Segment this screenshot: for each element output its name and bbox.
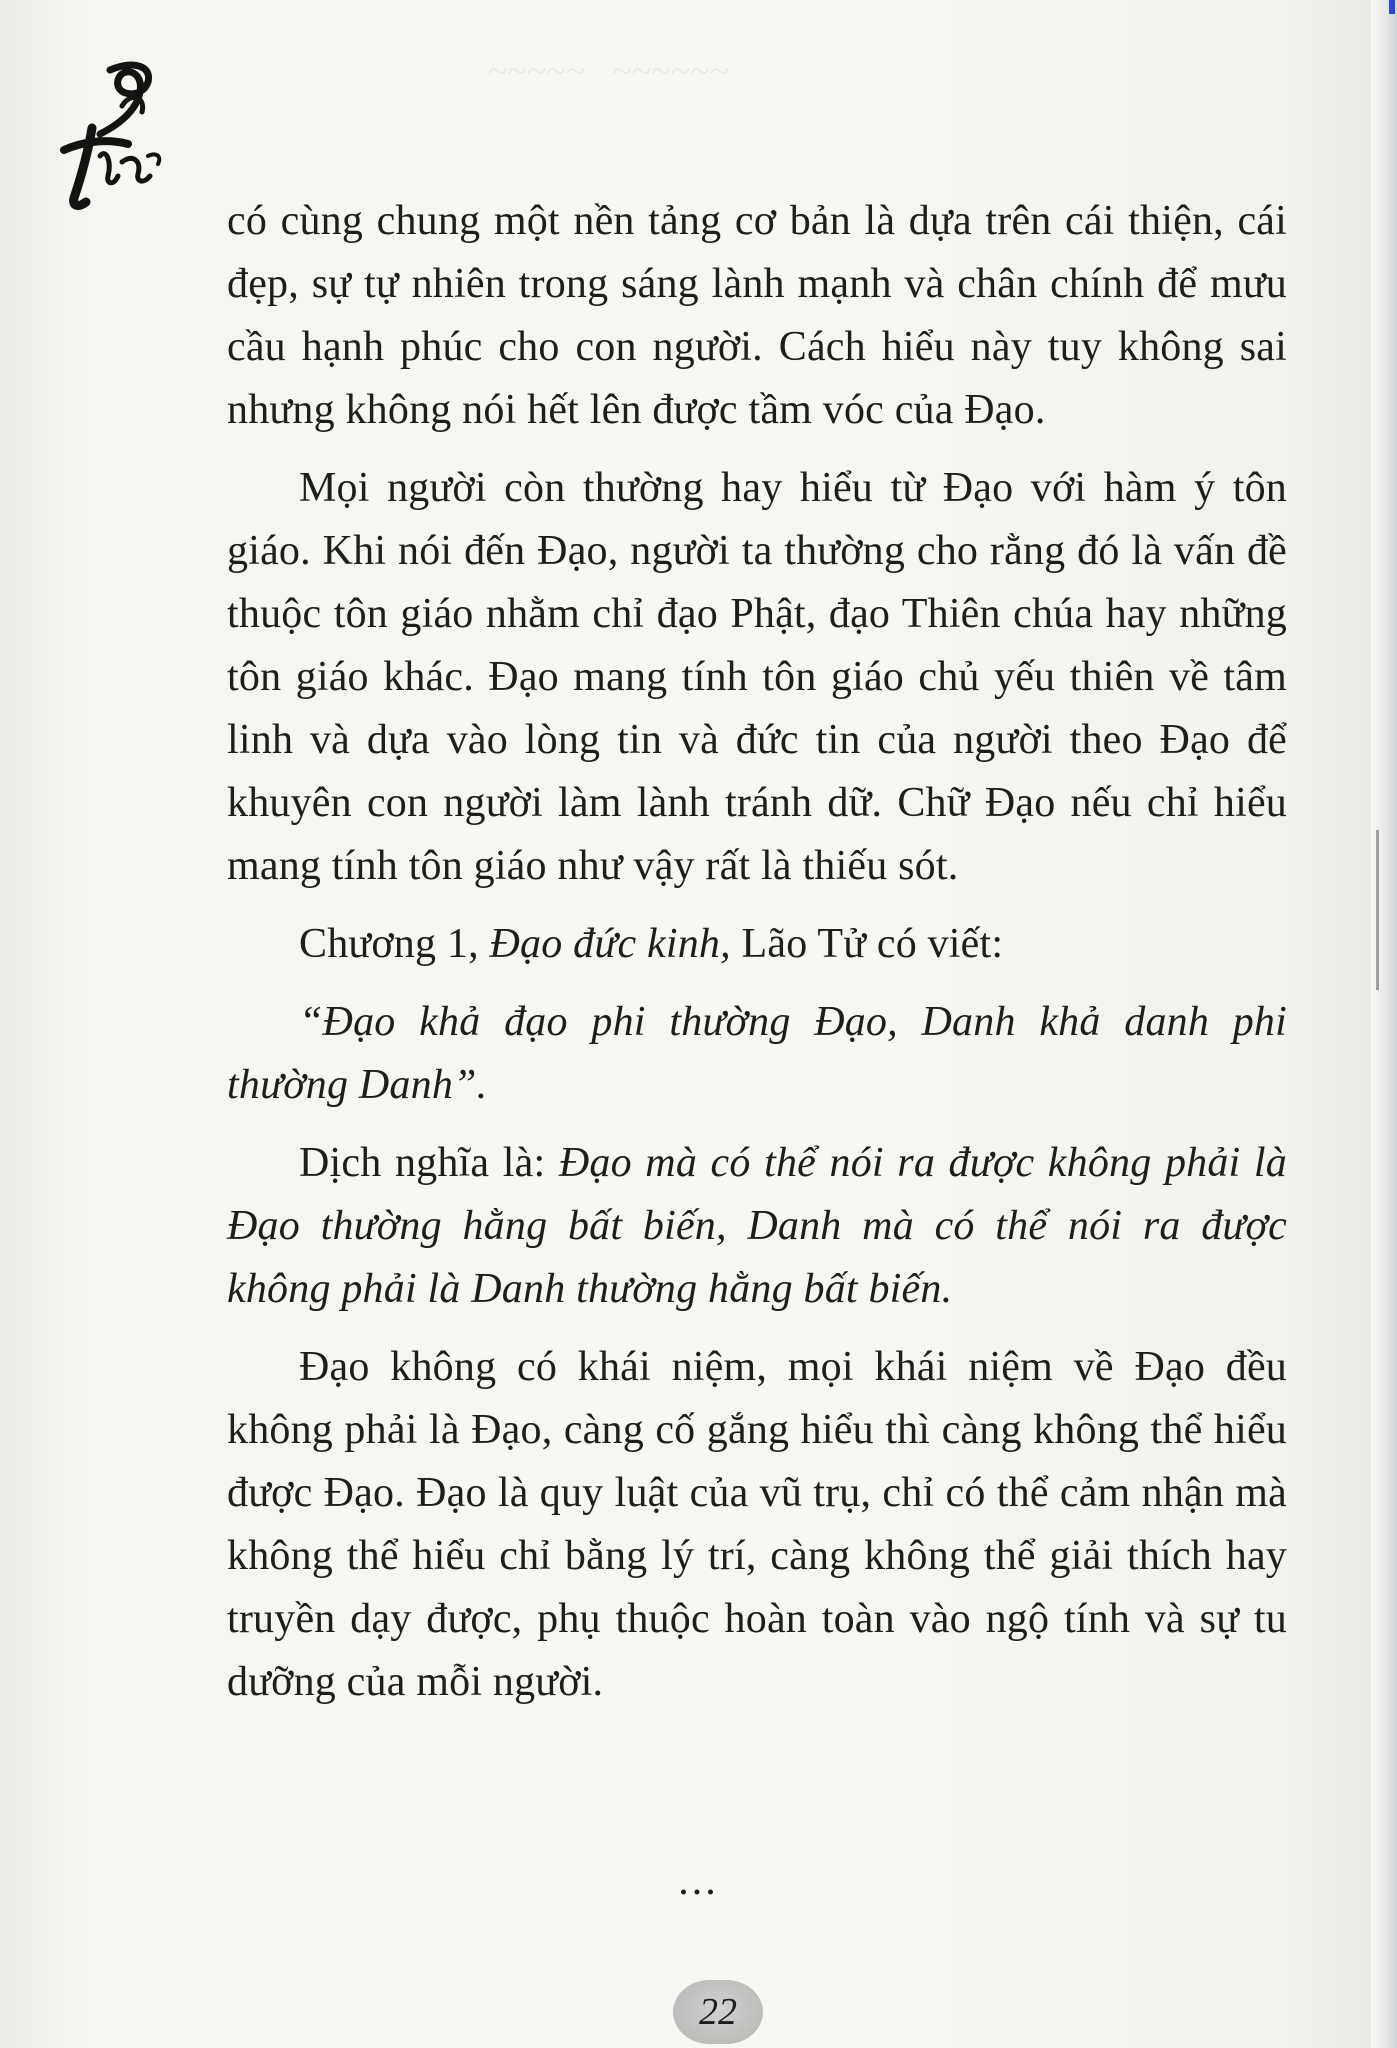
page-edge <box>1371 0 1397 2048</box>
quote-paragraph <box>227 991 1287 1117</box>
body-text <box>227 190 1287 1714</box>
translation-prefix: Dịch nghĩa là: <box>299 1140 559 1186</box>
paragraph-1: có cùng chung một nền tảng cơ bản là dựa trên cái thiện, cái đẹp, sự tự nhiên trong sáng lành mạnh và chân chính để mưu cầu hạnh phúc cho con người. Cách hiểu này tuy không sai nhưng không nói hết lên được tầm vóc của Đạo. <box>227 198 1287 433</box>
book-title: Đạo đức kinh, <box>489 921 731 967</box>
section-ellipsis: ... <box>678 1858 719 1904</box>
paragraph-6: Đạo không có khái niệm, mọi khái niệm về Đạo đều không phải là Đạo, càng cố gắng hiểu thì càng không thể hiểu được Đạo. Đạo là quy luật của vũ trụ, chỉ có thể cảm nhận mà không thể hiểu chỉ bằng lý trí, càng không thể giải thích hay truyền dạy được, phụ thuộc hoàn toàn vào ngộ tính và sự tu dưỡng của mỗi người. <box>227 1344 1287 1705</box>
paragraph-3-suffix: Lão Tử có viết: <box>730 921 1004 967</box>
paragraph-3 <box>227 913 1287 976</box>
calligraphy-emblem-icon <box>52 52 182 222</box>
paragraph-2: Mọi người còn thường hay hiểu từ Đạo với hàm ý tôn giáo. Khi nói đến Đạo, người ta thường cho rằng đó là vấn đề thuộc tôn giáo nhằm chỉ đạo Phật, đạo Thiên chúa hay những tôn giáo khác. Đạo mang tính tôn giáo chủ yếu thiên về tâm linh và dựa vào lòng tin và đức tin của người theo Đạo để khuyên con người làm lành tránh dữ. Chữ Đạo nếu chỉ hiểu mang tính tôn giáo như vậy rất là thiếu sót. <box>227 465 1287 889</box>
translation-paragraph <box>227 1132 1287 1321</box>
bleed-through-text: ~~~~~ ~~~~~~ <box>236 51 730 91</box>
edge-mark <box>1389 0 1395 14</box>
paragraph-3-prefix: Chương 1, <box>299 921 490 967</box>
page-number: 22 <box>673 1980 763 2044</box>
quote-text: “Đạo khả đạo phi thường Đạo, Danh khả danh phi thường Danh”. <box>227 999 1287 1108</box>
edge-shadow <box>1376 830 1379 990</box>
translation-text: Đạo mà có thể nói ra được không phải là Đạo thường hằng bất biến, Danh mà có thể nói ra được không phải là Danh thường hằng bất biến. <box>227 1140 1287 1312</box>
